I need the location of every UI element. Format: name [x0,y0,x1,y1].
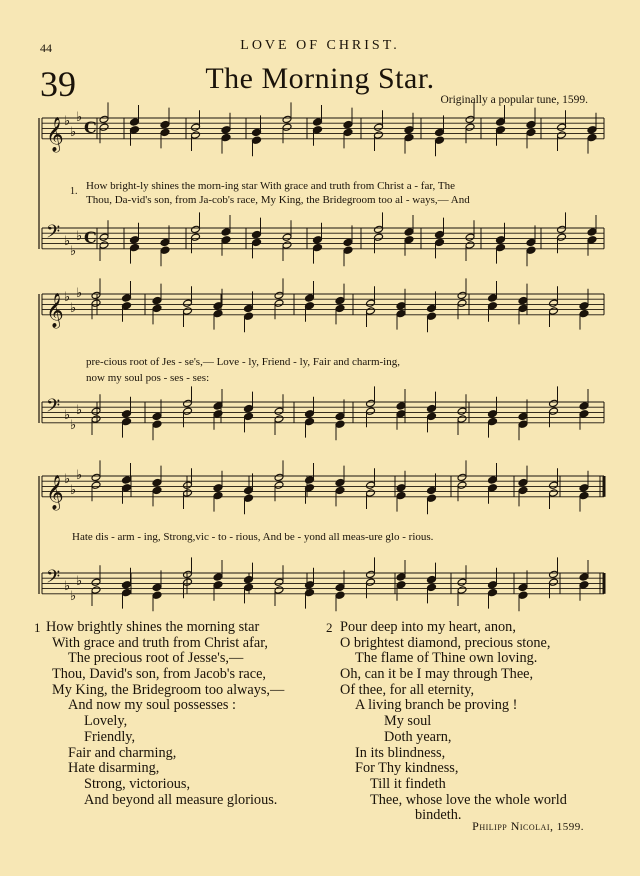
note-head [579,410,589,418]
verse-2-line: Till it findeth [370,775,446,792]
verse-1-line: My King, the Bridegroom too always,— [52,681,285,698]
note-head [579,402,589,410]
note-head [122,302,132,310]
lyric-system2-line2: now my soul pos - ses - ses: [86,372,210,384]
note-head [366,570,376,578]
note-head [335,486,345,494]
verse-1-line: Hate disarming, [68,760,160,777]
note-head [488,588,498,596]
note-head [160,120,170,128]
lyric-system2-line1: pre-cious root of Jes - se's,— Love - ly, Friend - ly, Fair and charm-ing, [86,356,400,368]
note-head [305,294,315,302]
note-head [518,412,528,420]
note-head [130,236,140,244]
lyric-system1-line1: How bright-ly shines the morn-ing star With grace and truth from Christ a - far, The [86,180,455,192]
verse-1-line: Fair and charming, [68,744,177,761]
note-head [335,583,345,591]
note-head [305,410,315,418]
flat-sign-icon: ♭ [64,472,71,487]
note-head [427,494,437,502]
note-head [213,573,223,581]
note-head [435,128,445,136]
note-head [366,489,376,497]
note-head [526,128,536,136]
note-head [374,233,384,241]
bass-clef-icon: 𝄢 [46,396,61,421]
note-head [366,307,376,315]
note-head [366,481,376,489]
flat-sign-icon: ♭ [64,114,71,129]
verse-1-line: How brightly shines the morning star [46,619,260,635]
note-head [488,302,498,310]
note-head [252,230,262,238]
note-head [244,312,254,320]
note-head [152,420,162,428]
note-head [99,115,109,123]
note-head [435,230,445,238]
note-head [457,578,467,586]
note-head [488,294,498,302]
note-head [518,478,528,486]
note-head [91,481,101,489]
note-head [587,133,597,141]
note-head [518,296,528,304]
note-head [244,404,254,412]
note-head [579,484,589,492]
flat-sign-icon: ♭ [70,125,77,140]
note-head [122,410,132,418]
flat-sign-icon: ♭ [76,286,83,301]
flat-sign-icon: ♭ [76,574,83,589]
verse-2-line: O brightest diamond, precious stone, [340,634,551,651]
note-head [579,573,589,581]
note-head [122,484,132,492]
note-head [274,415,284,423]
verse-1-line: Friendly, [84,728,136,745]
note-head [130,126,140,134]
note-head [366,407,376,415]
verse-2-line: Pour deep into my heart, anon, [340,619,516,635]
note-head [457,586,467,594]
verse-1-line: The precious root of Jesse's,— [68,650,244,667]
note-head [274,481,284,489]
verse-2-line: In its blindness, [355,744,446,761]
note-head [587,126,597,134]
note-head [579,491,589,499]
flat-sign-icon: ♭ [64,579,71,594]
verse-1-number: 1 [34,620,41,635]
note-head [366,299,376,307]
note-head [427,404,437,412]
note-head [335,304,345,312]
note-head [313,126,323,134]
note-head [557,123,567,131]
note-head [313,243,323,251]
flat-sign-icon: ♭ [76,403,83,418]
note-head [152,486,162,494]
treble-clef-icon: 𝄞 [46,116,64,152]
note-head [427,575,437,583]
note-head [518,591,528,599]
verse-2-line: bindeth. [415,807,462,824]
note-head [191,233,201,241]
tune-origin-note: Originally a popular tune, 1599. [440,94,588,106]
treble-clef-icon: 𝄞 [46,474,64,510]
verse-1-line: With grace and truth from Christ afar, [52,634,269,651]
note-head [91,407,101,415]
note-head [274,407,284,415]
note-head [366,578,376,586]
verse-2-line: The flame of Thine own loving. [355,650,538,667]
common-time-icon: C [84,118,97,137]
note-head [91,415,101,423]
note-head [549,407,559,415]
note-head [305,476,315,484]
verse-1-line: And beyond all measure glorious. [84,791,278,808]
note-head [213,484,223,492]
verse-2-line: A living branch be proving ! [355,697,518,714]
note-head [213,581,223,589]
note-head [488,410,498,418]
note-head [122,294,132,302]
note-head [557,131,567,139]
note-head [160,238,170,246]
author-name: Philipp Nicolai, [472,819,554,833]
note-head [488,417,498,425]
note-head [549,307,559,315]
note-head [343,238,353,246]
note-head [496,243,506,251]
note-head [396,302,406,310]
note-head [99,123,109,131]
note-head [213,491,223,499]
note-head [252,238,262,246]
note-head [404,236,414,244]
note-head [457,299,467,307]
note-head [579,581,589,589]
note-head [191,123,201,131]
note-head [160,128,170,136]
note-head [274,578,284,586]
note-head [91,586,101,594]
flat-sign-icon: ♭ [70,418,77,433]
note-head [396,581,406,589]
note-head [343,128,353,136]
note-head [335,478,345,486]
note-head [579,309,589,317]
note-head [496,126,506,134]
flat-sign-icon: ♭ [70,244,77,259]
note-head [335,296,345,304]
page-number: 44 [40,41,52,55]
note-head [549,299,559,307]
note-head [587,236,597,244]
flat-sign-icon: ♭ [70,301,77,316]
note-head [152,591,162,599]
note-head [244,583,254,591]
note-head [374,123,384,131]
note-head [396,484,406,492]
note-head [396,410,406,418]
author-year: 1599. [556,821,584,833]
treble-clef-icon: 𝄞 [46,292,64,328]
note-head [305,581,315,589]
note-head [465,123,475,131]
lyric-system1-line2: Thou, Da-vid's son, from Ja-cob's race, My King, the Bridegroom too al - ways,— And [86,194,470,206]
note-head [305,484,315,492]
note-head [465,115,475,123]
lyric-system3-line1: Hate dis - arm - ing, Strong,vic - to - rious, And be - yond all meas-ure glo - rious. [72,531,434,543]
note-head [274,299,284,307]
note-head [252,136,262,144]
note-head [305,588,315,596]
flat-sign-icon: ♭ [64,290,71,305]
note-head [526,238,536,246]
note-head [396,402,406,410]
note-head [130,243,140,251]
note-head [549,481,559,489]
note-head [91,291,101,299]
note-head [526,120,536,128]
verse-2-line: My soul [384,713,432,730]
hymn-number: 39 [40,64,76,104]
note-head [335,412,345,420]
verse-1-line: Thou, David's son, from Jacob's race, [52,666,266,683]
note-head [496,236,506,244]
note-head [152,412,162,420]
note-head [435,136,445,144]
note-head [183,399,193,407]
note-head [343,246,353,254]
note-head [183,299,193,307]
note-head [518,420,528,428]
common-time-icon: C [84,228,97,247]
note-head [366,399,376,407]
note-head [99,233,109,241]
note-head [396,573,406,581]
flat-sign-icon: ♭ [76,229,83,244]
flat-sign-icon: ♭ [64,234,71,249]
note-head [404,228,414,236]
note-head [305,302,315,310]
note-head [191,225,201,233]
verse-1-line: And now my soul possesses : [68,697,236,714]
note-head [221,133,231,141]
flat-sign-icon: ♭ [70,589,77,604]
note-head [213,309,223,317]
note-head [335,420,345,428]
note-head [244,486,254,494]
note-head [457,415,467,423]
verse-2-line: For Thy kindness, [355,760,459,777]
note-head [91,473,101,481]
bass-clef-icon: 𝄢 [46,222,61,247]
flat-sign-icon: ♭ [70,483,77,498]
verse-2-number: 2 [326,620,333,635]
note-head [313,118,323,126]
verse-label: 1. [70,186,78,197]
note-head [518,486,528,494]
bass-clef-icon: 𝄢 [46,567,61,592]
flat-sign-icon: ♭ [64,408,71,423]
verse-2 [326,619,567,824]
note-head [427,583,437,591]
note-head [282,123,292,131]
note-head [457,407,467,415]
note-head [496,118,506,126]
note-head [579,302,589,310]
note-head [221,236,231,244]
note-head [427,412,437,420]
note-head [374,131,384,139]
note-head [457,481,467,489]
note-head [282,241,292,249]
note-head [404,126,414,134]
author-attribution [472,819,584,834]
verse-2-line: Doth yearn, [384,728,452,745]
note-head [152,304,162,312]
note-head [587,228,597,236]
note-head [335,591,345,599]
note-head [305,417,315,425]
note-head [557,225,567,233]
note-head [191,131,201,139]
note-head [282,115,292,123]
note-head [274,291,284,299]
note-head [427,312,437,320]
verse-1 [34,619,285,808]
note-head [518,304,528,312]
verse-2-line: Oh, can it be I may through Thee, [340,666,534,683]
note-head [274,473,284,481]
note-head [343,120,353,128]
note-head [457,291,467,299]
note-head [183,407,193,415]
note-head [374,225,384,233]
note-head [122,417,132,425]
note-head [404,133,414,141]
verse-2-line: Of thee, for all eternity, [340,681,475,698]
note-head [244,412,254,420]
note-head [221,126,231,134]
note-head [549,399,559,407]
note-head [488,484,498,492]
note-head [435,238,445,246]
verse-1-line: Lovely, [84,713,128,730]
note-head [427,304,437,312]
note-head [465,241,475,249]
note-head [244,304,254,312]
verse-2-line: Thee, whose love the whole world [370,791,567,808]
note-head [549,578,559,586]
note-head [152,583,162,591]
note-head [396,491,406,499]
note-head [488,581,498,589]
note-head [427,486,437,494]
note-head [518,583,528,591]
note-head [152,478,162,486]
note-head [526,246,536,254]
note-head [122,476,132,484]
note-head [457,473,467,481]
note-head [549,489,559,497]
note-head [152,296,162,304]
flat-sign-icon: ♭ [76,110,83,125]
note-head [396,309,406,317]
note-head [557,233,567,241]
note-head [274,586,284,594]
note-head [549,570,559,578]
note-head [160,246,170,254]
note-head [244,575,254,583]
section-title: LOVE OF CHRIST. [240,38,400,53]
note-head [252,128,262,136]
note-head [183,307,193,315]
flat-sign-icon: ♭ [76,468,83,483]
note-head [488,476,498,484]
note-head [122,581,132,589]
note-head [313,236,323,244]
note-head [221,228,231,236]
note-head [91,299,101,307]
note-head [465,233,475,241]
note-head [130,118,140,126]
note-head [122,588,132,596]
note-head [91,578,101,586]
note-head [99,241,109,249]
note-head [282,233,292,241]
verse-1-line: Strong, victorious, [84,775,191,792]
note-head [244,494,254,502]
hymn-title: The Morning Star. [205,62,435,95]
